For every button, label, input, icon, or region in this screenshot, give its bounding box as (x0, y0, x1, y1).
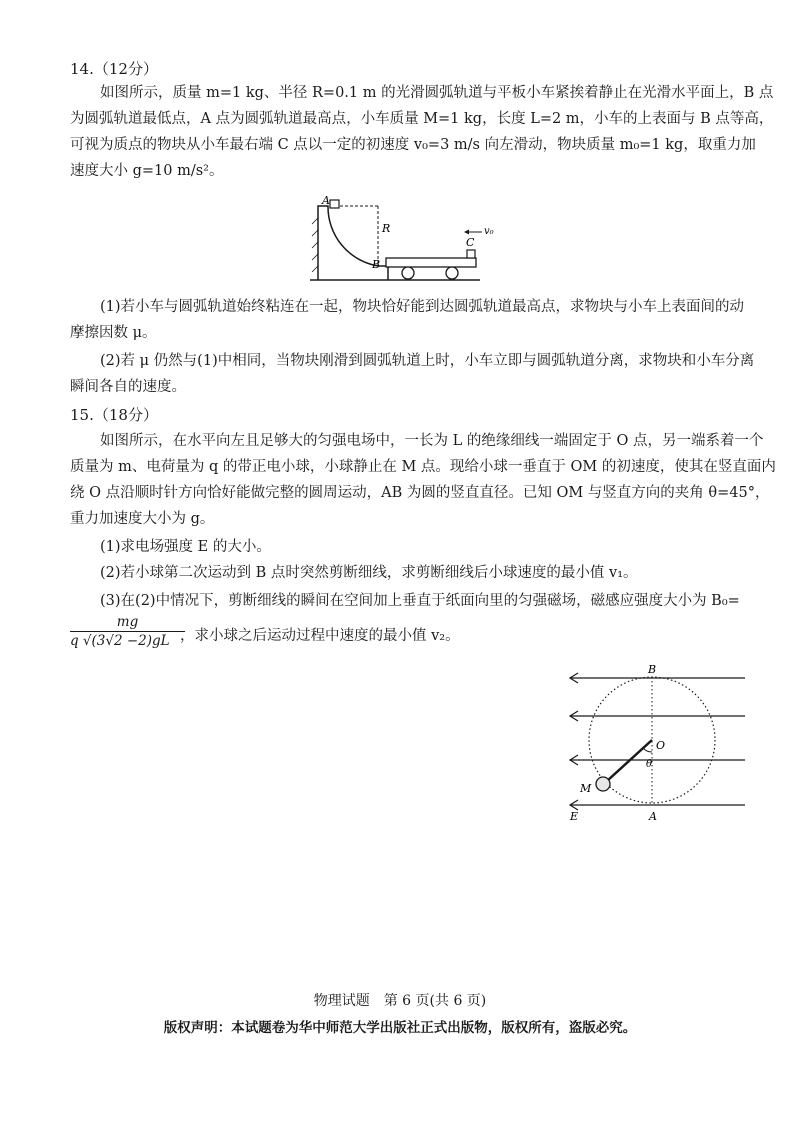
q14-text-line-4: 速度大小 g=10 m/s²。 (70, 163, 224, 179)
q14-part2-line-2: 瞬间各自的速度。 (70, 379, 186, 395)
charged-ball (596, 777, 610, 791)
cart-body (386, 258, 476, 267)
label-e: E (570, 810, 579, 823)
q14-part1-line-2: 摩擦因数 μ。 (70, 325, 157, 341)
q15-text-line-3: 绕 O 点沿顺时针方向恰好能做完整的圆周运动，AB 为圆的竖直直径。已知 OM 与竖直方向的夹角 θ=45°， (70, 485, 770, 501)
label-o: O (656, 739, 666, 752)
block-at-a (330, 200, 339, 208)
q15-part2: (2)若小球第二次运动到 B 点时突然剪断细线，求剪断细线后小球速度的最小值 v₁。 (100, 565, 638, 581)
b0-fraction-denominator: q √(3√2 −2)gL (70, 633, 170, 649)
label-b: B (648, 663, 657, 676)
cart-wheel-left (402, 267, 414, 279)
label-m: M (580, 782, 592, 795)
q14-text-line-2: 为圆弧轨道最低点，A 点为圆弧轨道最高点，小车质量 M=1 kg，长度 L=2 m，小车的上表面与 B 点等高， (70, 111, 774, 127)
q15-text-line-2: 质量为 m、电荷量为 q 的带正电小球，小球静止在 M 点。现给小球一垂直于 OM 的初速度，使其在竖直面内 (70, 459, 776, 475)
block-c (467, 250, 475, 258)
field-arrow-heads (570, 673, 578, 810)
q14-text-line-1: 如图所示，质量 m=1 kg、半径 R=0.1 m 的光滑圆弧轨道与平板小车紧挨着静止在光滑水平面上，B 点 (100, 85, 774, 101)
track-hatching (312, 218, 318, 272)
q15-part3: (3)在(2)中情况下，剪断细线的瞬间在空间加上垂直于纸面向里的匀强磁场，磁感应强度大小为 B₀= (100, 593, 740, 609)
label-theta: θ (646, 759, 653, 770)
label-v0: v₀ (484, 226, 494, 237)
page-footer: 物理试题 第 6 页(共 6 页) (313, 993, 487, 1009)
q15-text-line-4: 重力加速度大小为 g。 (70, 511, 215, 527)
label-a: A (322, 194, 330, 207)
q14-number: 14.（12分） (70, 60, 158, 78)
copyright-notice: 版权声明：本试题卷为华中师范大学出版社正式出版物，版权所有，盗版必究。 (163, 1020, 637, 1036)
b0-fraction-numerator: mg (70, 614, 185, 632)
q15-electric-field-circle-figure (560, 660, 750, 825)
label-b: B (372, 258, 381, 271)
label-a: A (649, 810, 657, 823)
q14-text-line-3: 可视为质点的物块从小车最右端 C 点以一定的初速度 v₀=3 m/s 向左滑动，物块质量 m₀=1 kg，取重力加 (70, 137, 756, 153)
q15-number: 15.（18分） (70, 406, 158, 424)
cart-wheel-right (446, 267, 458, 279)
q15-part1: (1)求电场强度 E 的大小。 (100, 539, 271, 555)
q15-text-line-1: 如图所示，在水平向左且足够大的匀强电场中，一长为 L 的绝缘细线一端固定于 O 点，另一端系着一个 (100, 433, 764, 449)
q14-track-cart-figure (300, 188, 500, 288)
label-c: C (466, 236, 475, 249)
q14-part1-line-1: (1)若小车与圆弧轨道始终粘连在一起，物块恰好能到达圆弧轨道最高点，求物块与小车上表面间的动 (100, 299, 745, 315)
q14-part2-line-1: (2)若 μ 仍然与(1)中相同，当物块刚滑到圆弧轨道上时，小车立即与圆弧轨道分离，求物块和小车分离 (100, 353, 755, 369)
v0-arrow-head (464, 230, 469, 235)
q15-part3-tail: ，求小球之后运动过程中速度的最小值 v₂。 (180, 628, 460, 644)
label-r: R (382, 222, 391, 235)
